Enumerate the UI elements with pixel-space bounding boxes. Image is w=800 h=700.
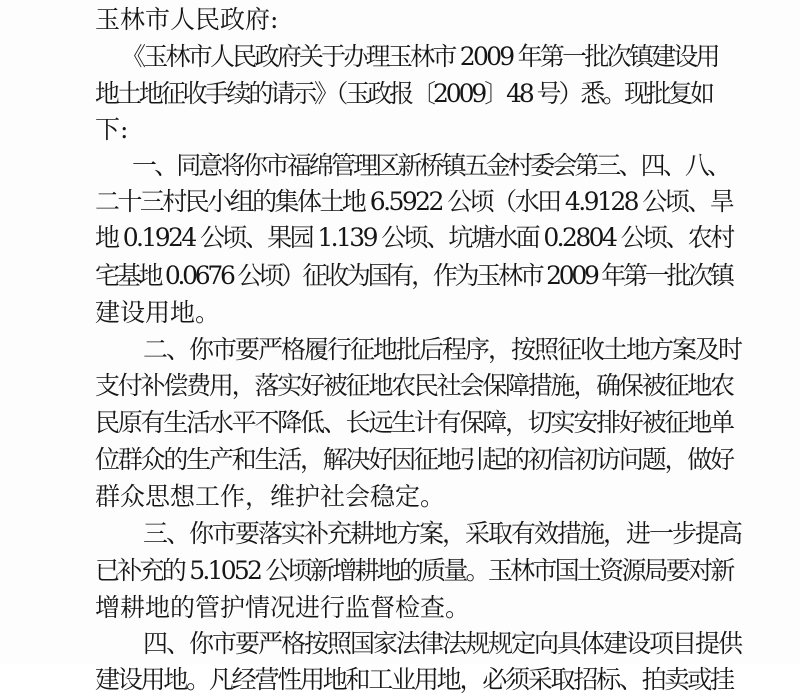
text-line: 民原有生活水平不降低、长远生计有保障，切实安排好被征地单 [95, 408, 733, 437]
addressee: 玉林市人民政府: [95, 5, 279, 34]
text-line: 下: [95, 115, 129, 144]
text-line: 建设用地。 [95, 298, 221, 327]
text-line: 群众思想工作，维护社会稳定。 [95, 482, 446, 511]
text-line: 《玉林市人民政府关于办理玉林市 2009 年第一批次镇建设用 [121, 42, 718, 71]
text-line: 四、你市要严格按照国家法律法规规定向具体建设项目提供 [143, 629, 742, 658]
text-line: 三、你市要落实补充耕地方案，采取有效措施，进一步提高 [143, 519, 742, 548]
text-line: 二十三村民小组的集体土地 6.5922 公顷（水田 4.9128 公顷、旱 [95, 187, 733, 216]
text-line: 位群众的生产和生活，解决好因征地引起的初信初访问题，做好 [95, 445, 733, 474]
text-line: 一、同意将你市福绵管理区新桥镇五金村委会第三、四、八、 [132, 151, 730, 180]
text-line: 支付补偿费用，落实好被征地农民社会保障措施，确保被征地农 [95, 371, 733, 400]
text-line: 已补充的 5.1052 公顷新增耕地的质量。玉林市国土资源局要对新 [95, 556, 733, 585]
text-line: 地土地征收手续的请示》（玉政报〔2009〕48 号）悉。现批复如 [95, 79, 712, 108]
text-line: 宅基地 0.0676 公顷）征收为国有，作为玉林市 2009 年第一批次镇 [95, 261, 732, 290]
text-line: 二、你市要严格履行征地批后程序，按照征收土地方案及时 [143, 335, 742, 364]
text-line: 地 0.1924 公顷、果园 1.139 公顷、坑塘水面 0.2804 公顷、农村 [95, 223, 733, 252]
text-line: 增耕地的管护情况进行监督检查。 [95, 593, 471, 622]
text-line: 建设用地。凡经营性用地和工业用地，必须采取招标、拍卖或挂 [95, 665, 733, 694]
